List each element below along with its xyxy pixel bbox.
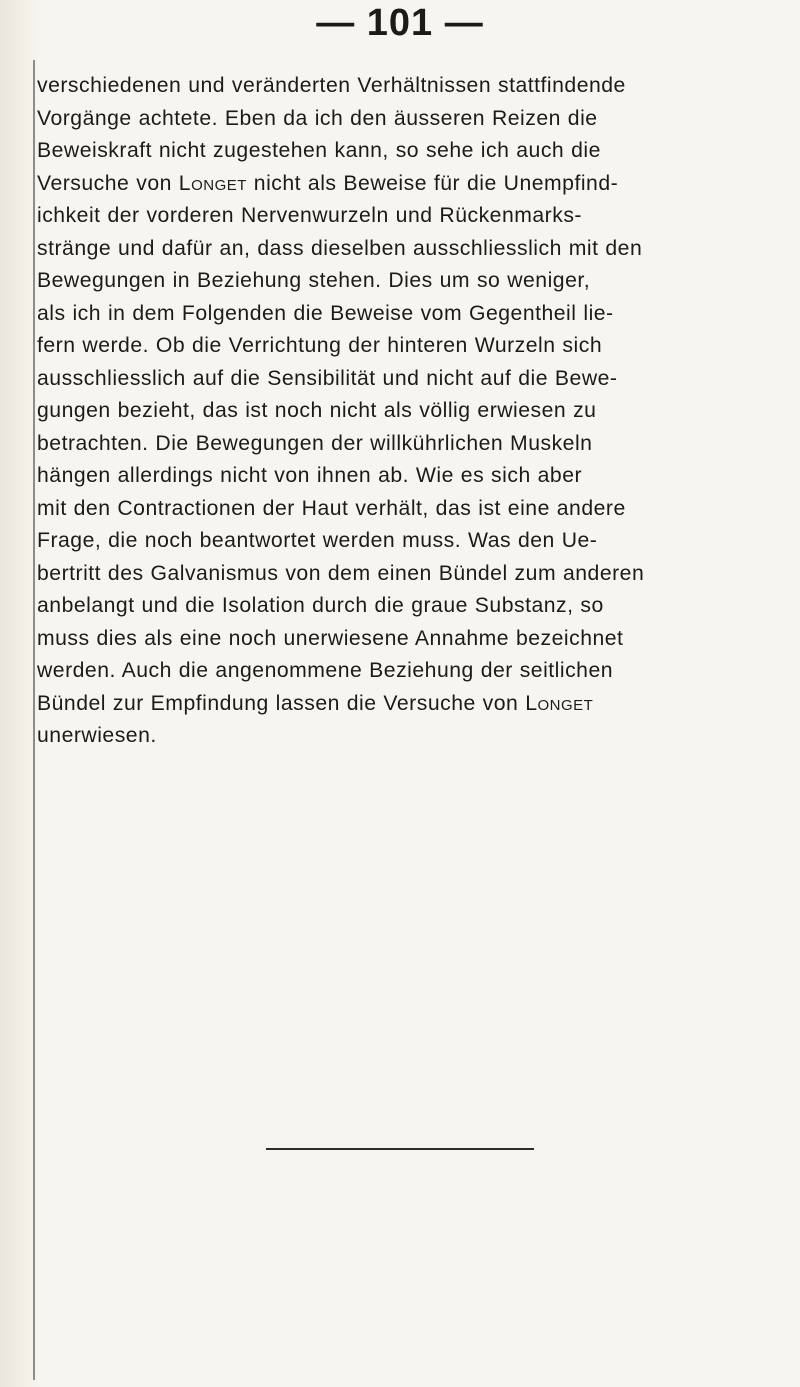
text-line: bertritt des Galvanismus von dem einen Bündel zum anderen <box>37 561 645 585</box>
text-line: ausschliesslich auf die Sensibilität und nicht auf die Bewe- <box>37 366 618 390</box>
text-line: ichkeit der vorderen Nervenwurzeln und Rückenmarks- <box>37 204 582 227</box>
text-line: betrachten. Die Bewegungen der willkührlichen Muskeln <box>37 431 593 455</box>
page-number: — 101 — <box>316 2 484 44</box>
text-line: werden. Auch die angenommene Beziehung der seitlichen <box>37 659 614 682</box>
text-line <box>37 168 762 201</box>
author-name: Longet <box>178 171 247 195</box>
text-line: Frage, die noch beantwortet werden muss. Was den Ue- <box>37 529 598 552</box>
text-line: hängen allerdings nicht von ihnen ab. Wie es sich aber <box>37 464 583 487</box>
text-line: stränge und dafür an, dass dieselben ausschliesslich mit den <box>37 236 643 260</box>
text-line: verschiedenen und veränderten Verhältnissen stattfindende <box>37 74 626 97</box>
text-line: mit den Contractionen der Haut verhält, das ist eine andere <box>37 496 626 520</box>
text-segment: nicht als Beweise für die Unempfind- <box>246 171 619 195</box>
end-rule <box>266 1148 534 1150</box>
text-segment: Bündel zur Empfindung lassen die Versuche von <box>37 691 526 715</box>
text-line: Vorgänge achtete. Eben da ich den äusseren Reizen die <box>37 106 598 130</box>
text-line: muss dies als eine noch unerwiesene Annahme bezeichnet <box>37 626 624 650</box>
text-line: gungen bezieht, das ist noch nicht als völlig erwiesen zu <box>37 399 597 422</box>
text-line: Bewegungen in Beziehung stehen. Dies um so weniger, <box>37 269 591 292</box>
text-line: unerwiesen. <box>37 724 157 747</box>
binding-edge <box>33 60 35 1380</box>
body-paragraph <box>37 70 762 753</box>
binding-gutter <box>0 0 38 1387</box>
text-line <box>37 688 762 721</box>
text-segment: Versuche von <box>37 171 179 195</box>
text-line: Beweiskraft nicht zugestehen kann, so sehe ich auch die <box>37 139 601 162</box>
text-line: als ich in dem Folgenden die Beweise vom Gegentheil lie- <box>37 301 614 325</box>
author-name: Longet <box>525 691 594 715</box>
text-line: fern werde. Ob die Verrichtung der hinteren Wurzeln sich <box>37 334 603 357</box>
text-line: anbelangt und die Isolation durch die graue Substanz, so <box>37 594 604 617</box>
